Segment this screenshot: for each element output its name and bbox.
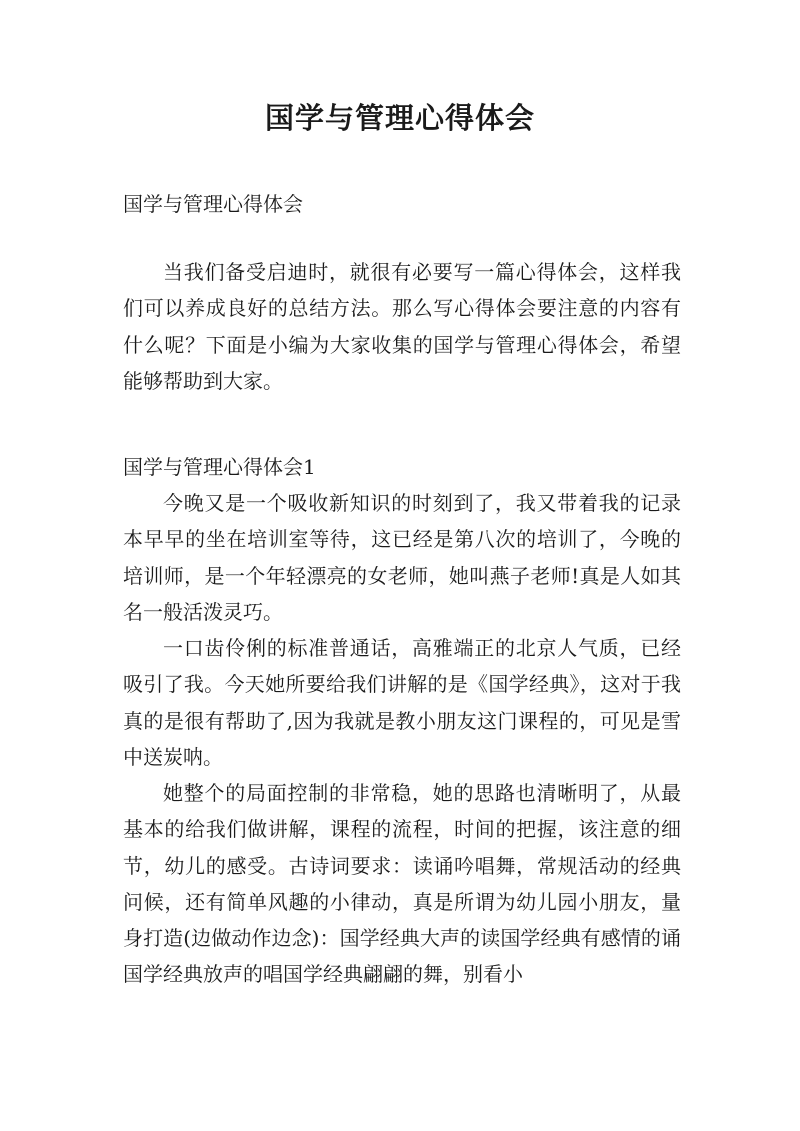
document-title: 国学与管理心得体会 — [264, 101, 535, 135]
intro-paragraph: 当我们备受启迪时，就很有必要写一篇心得体会，这样我们可以养成良好的总结方法。那么写心得体会要注意的内容有什么呢？下面是小编为大家收集的国学与管理心得体会，希望能够帮助到大家。 — [123, 260, 681, 393]
body-paragraph-2: 一口齿伶俐的标准普通话，高雅端正的北京人气质，已经吸引了我。今天她所要给我们讲解的是《国学经典》，这对于我真的是很有帮助了,因为我就是教小朋友这门课程的，可见是雪中送炭呐。 — [123, 636, 681, 769]
body-paragraph-3: 她整个的局面控制的非常稳，她的思路也清晰明了，从最基本的给我们做讲解，课程的流程，时间的把握，该注意的细节，幼儿的感受。古诗词要求：读诵吟唱舞，常规活动的经典问候，还有简单风趣的小律动，真是所谓为幼儿园小朋友，量身打造(边做动作边念)：国学经典大声的读国学经典有感情的诵国学经典放声的唱国学经典翩翩的舞，别看小 — [123, 781, 681, 987]
body-paragraph-1: 今晚又是一个吸收新知识的时刻到了，我又带着我的记录本早早的坐在培训室等待，这已经是第八次的培训了，今晚的培训师，是一个年轻漂亮的女老师，她叫燕子老师!真是人如其名一般活泼灵巧。 — [123, 491, 681, 624]
section-heading: 国学与管理心得体会1 — [123, 455, 316, 479]
document-subtitle: 国学与管理心得体会 — [123, 192, 303, 216]
